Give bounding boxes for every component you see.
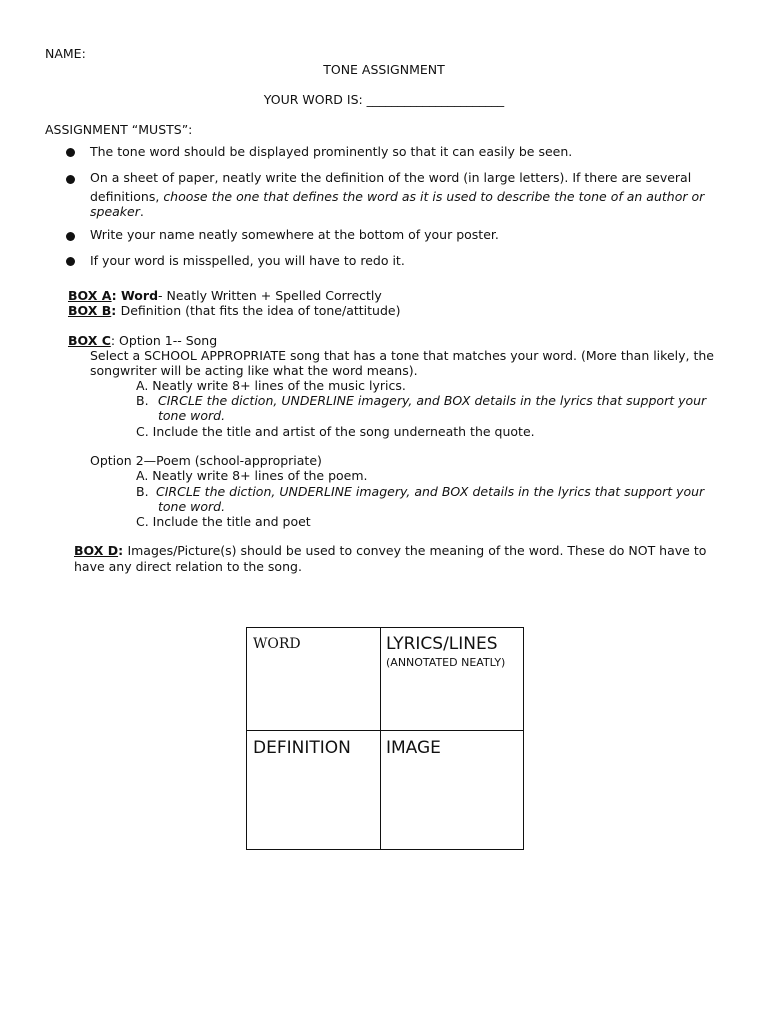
box-c-heading	[68, 333, 217, 348]
box-c-step-b-text-1: CIRCLE the diction, UNDERLINE imagery, and BOX details in the lyrics that support your	[158, 393, 707, 408]
grid-divider-vertical	[380, 628, 381, 849]
grid-word-label: WORD	[253, 636, 301, 652]
bullet-icon	[66, 175, 75, 184]
must-item-2-plain: definitions,	[90, 189, 164, 204]
bullet-icon	[66, 148, 75, 157]
box-c-label: BOX C	[68, 333, 111, 348]
must-item-2-line-2	[90, 189, 704, 204]
option-2-step-a: A. Neatly write 8+ lines of the poem.	[136, 468, 368, 483]
must-item-2-period: .	[139, 204, 144, 219]
option-2-step-b-marker: B.	[136, 484, 149, 499]
must-item-3: Write your name neatly somewhere at the bottom of your poster.	[90, 227, 499, 242]
option-2-step-b-text-2: tone word.	[158, 499, 226, 514]
box-b-label: BOX B	[68, 303, 112, 318]
box-d-colon: :	[118, 543, 128, 558]
box-a-colon: :	[111, 288, 121, 303]
option-2-step-b-text-1: CIRCLE the diction, UNDERLINE imagery, and BOX details in the lyrics that support your	[156, 484, 705, 499]
box-c-step-c: C. Include the title and artist of the song underneath the quote.	[136, 424, 535, 439]
name-label: NAME:	[45, 46, 86, 61]
option-2-step-c: C. Include the title and poet	[136, 514, 311, 529]
option-2-heading: Option 2—Poem (school-appropriate)	[90, 453, 322, 468]
must-item-2-italic: choose the one that defines the word as it is used to describe the tone of an author or	[163, 189, 705, 204]
musts-heading: ASSIGNMENT “MUSTS”:	[45, 122, 193, 137]
box-c-heading-rest: : Option 1-- Song	[110, 333, 218, 348]
bullet-icon	[66, 232, 75, 241]
box-b-text: Definition (that fits the idea of tone/attitude)	[120, 303, 401, 318]
box-c-step-b-marker: B.	[136, 393, 149, 408]
box-a-label: BOX A	[68, 288, 112, 303]
box-b-line	[68, 303, 400, 318]
grid-divider-horizontal	[247, 730, 523, 731]
must-item-2-line-1: On a sheet of paper, neatly write the definition of the word (in large letters). If there are several	[90, 170, 692, 185]
box-c-step-b-text-2: tone word.	[158, 408, 226, 423]
option-2-step-b-line-1	[156, 484, 704, 499]
box-d-line-2: have any direct relation to the song.	[74, 559, 302, 574]
box-a-bold: Word	[120, 288, 159, 303]
must-item-1: The tone word should be displayed prominently so that it can easily be seen.	[90, 144, 573, 159]
bullet-icon	[66, 257, 75, 266]
box-c-desc-2: songwriter will be acting like what the word means).	[90, 363, 418, 378]
box-d-label: BOX D	[74, 543, 119, 558]
word-prompt: YOUR WORD IS: ______________________	[263, 92, 505, 107]
box-c-step-b-line-1	[158, 393, 706, 408]
must-item-2-speaker: speaker	[90, 204, 140, 219]
option-2-step-b-line-2	[158, 499, 225, 514]
grid-lyrics-label: LYRICS/LINES	[386, 634, 498, 654]
box-d-text-1: Images/Picture(s) should be used to convey the meaning of the word. These do NOT have to	[127, 543, 707, 558]
grid-image-label: IMAGE	[386, 738, 441, 758]
grid-lyrics-sublabel: (ANNOTATED NEATLY)	[386, 656, 506, 669]
box-a-line	[68, 288, 382, 303]
page-title: TONE ASSIGNMENT	[323, 62, 445, 77]
box-c-step-a: A. Neatly write 8+ lines of the music lyrics.	[136, 378, 406, 393]
box-d-line-1	[74, 543, 706, 558]
grid-definition-label: DEFINITION	[253, 738, 351, 758]
must-item-2-line-3	[90, 204, 144, 219]
box-c-step-b-line-2	[158, 408, 225, 423]
box-a-text: - Neatly Written + Spelled Correctly	[158, 288, 382, 303]
must-item-4: If your word is misspelled, you will have to redo it.	[90, 253, 405, 268]
poster-layout-grid	[246, 627, 524, 850]
box-b-colon: :	[111, 303, 121, 318]
box-c-desc-1: Select a SCHOOL APPROPRIATE song that has a tone that matches your word. (More than likely, the	[90, 348, 714, 363]
